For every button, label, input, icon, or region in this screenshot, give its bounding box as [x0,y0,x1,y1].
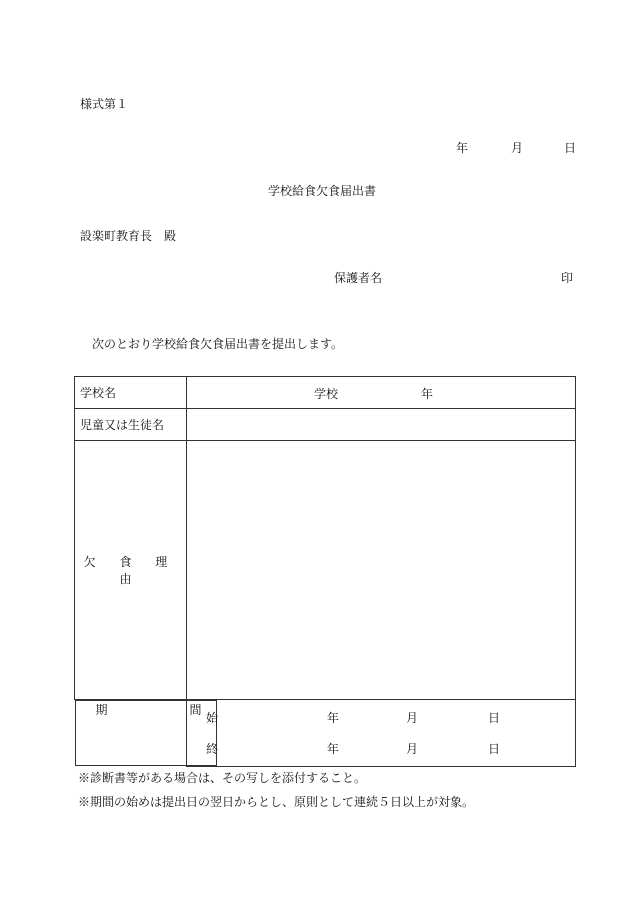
note-2: ※期間の始めは提出日の翌日からとし、原則として連続５日以上が対象。 [78,795,475,809]
date-month: 月 [511,141,524,155]
intro-text: 次のとおり学校給食欠食届出書を提出します。 [92,337,344,351]
reason-field[interactable] [187,441,576,700]
end-day: 日 [488,742,501,756]
reason-label: 欠 食 理 由 [75,441,187,700]
guardian-label: 保護者名 [334,271,383,285]
start-year: 年 [327,711,340,725]
grade-suffix: 年 [421,387,434,401]
period-label-1: 期 [95,703,108,717]
student-name-field[interactable] [187,409,576,441]
date-year: 年 [456,141,469,155]
table-row-period [75,700,576,767]
start-day: 日 [488,711,501,725]
end-month: 月 [406,742,419,756]
end-year: 年 [327,742,340,756]
absence-form-table [74,376,576,767]
date-day: 日 [564,141,577,155]
seal-mark: 印 [561,271,574,285]
form-number: 様式第１ [80,97,129,111]
school-suffix: 学校 [314,387,339,401]
table-row-school [75,377,576,409]
note-1: ※診断書等がある場合は、その写しを添付すること。 [78,771,367,785]
start-month: 月 [406,711,419,725]
document-title: 学校給食欠食届出書 [268,184,377,198]
table-row-reason [75,441,576,700]
student-label: 児童又は生徒名 [75,409,187,441]
addressee: 設楽町教育長 殿 [80,229,177,243]
start-label: 始 [206,711,219,725]
table-row-student [75,409,576,441]
end-label: 終 [206,742,219,756]
school-field[interactable] [187,377,576,409]
school-label: 学校名 [75,377,187,409]
period-field[interactable] [187,700,576,767]
period-label-2: 間 [189,703,202,717]
